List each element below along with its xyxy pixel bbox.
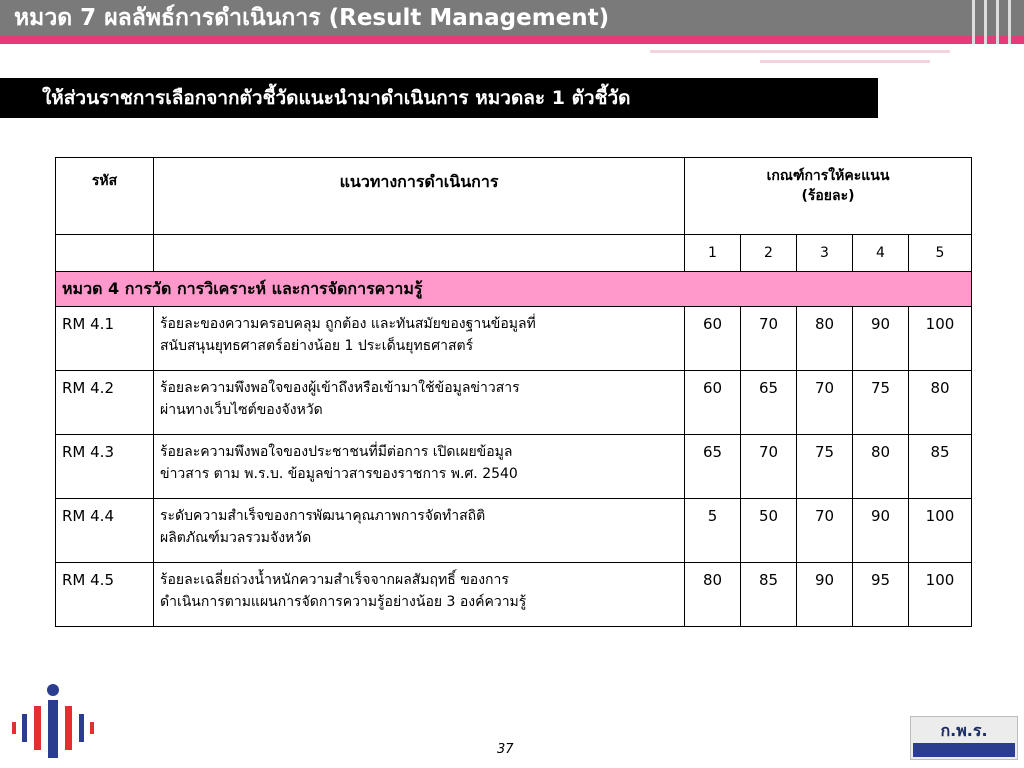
title-decoration <box>964 0 1024 44</box>
decor-strip <box>650 50 950 53</box>
level-3: 3 <box>797 235 853 272</box>
level-2: 2 <box>741 235 797 272</box>
description-line: ผลิตภัณฑ์มวลรวมจังหวัด <box>160 530 312 546</box>
slide-title: หมวด 7 ผลลัพธ์การดำเนินการ (Result Management) <box>14 5 610 31</box>
score: 65 <box>685 435 741 499</box>
score: 70 <box>797 499 853 563</box>
page-number: 37 <box>497 742 514 757</box>
level-row <box>56 235 972 272</box>
description-line: ร้อยละความพึงพอใจของประชาชนที่มีต่อการ เปิดเผยข้อมูล <box>160 444 513 460</box>
instruction-text: ให้ส่วนราชการเลือกจากตัวชี้วัดแนะนำมาดำเนินการ หมวดละ 1 ตัวชี้วัด <box>42 87 631 109</box>
indicator-table <box>55 157 972 627</box>
table-row <box>56 307 972 371</box>
category-row <box>56 272 972 307</box>
indicator-code: RM 4.4 <box>56 499 154 563</box>
indicator-description <box>154 563 685 627</box>
header-criteria <box>685 158 972 235</box>
table-row <box>56 499 972 563</box>
description-line: ร้อยละของความครอบคลุม ถูกต้อง และทันสมัยของฐานข้อมูลที่ <box>160 316 536 332</box>
score: 70 <box>741 307 797 371</box>
header-row <box>56 158 972 235</box>
description-line: ระดับความสำเร็จของการพัฒนาคุณภาพการจัดทำสถิติ <box>160 508 486 524</box>
ocsc-logo-text: ก.พ.ร. <box>940 721 988 740</box>
indicator-description <box>154 435 685 499</box>
level-1: 1 <box>685 235 741 272</box>
score: 80 <box>853 435 909 499</box>
score: 90 <box>853 307 909 371</box>
title-bar <box>0 0 1024 36</box>
score: 100 <box>909 499 972 563</box>
score: 85 <box>909 435 972 499</box>
indicator-code: RM 4.3 <box>56 435 154 499</box>
description-line: ดำเนินการตามแผนการจัดการความรู้อย่างน้อย 3 องค์ความรู้ <box>160 594 527 610</box>
header-criteria-unit: (ร้อยละ) <box>801 188 855 204</box>
score: 85 <box>741 563 797 627</box>
decor-strip <box>760 60 930 63</box>
table-row <box>56 435 972 499</box>
header-criteria-title: เกณฑ์การให้คะแนน <box>766 168 890 184</box>
score: 75 <box>853 371 909 435</box>
instruction-banner <box>0 78 878 118</box>
indicator-description <box>154 307 685 371</box>
indicator-code: RM 4.2 <box>56 371 154 435</box>
score: 70 <box>797 371 853 435</box>
ocsc-logo-bar <box>913 743 1015 757</box>
description-line: สนับสนุนยุทธศาสตร์อย่างน้อย 1 ประเด็นยุทธศาสตร์ <box>160 338 474 354</box>
empty-cell <box>56 235 154 272</box>
title-accent-line <box>0 36 1024 44</box>
level-4: 4 <box>853 235 909 272</box>
score: 65 <box>741 371 797 435</box>
score: 80 <box>797 307 853 371</box>
level-5: 5 <box>909 235 972 272</box>
score: 60 <box>685 371 741 435</box>
score: 50 <box>741 499 797 563</box>
category-label: หมวด 4 การวัด การวิเคราะห์ และการจัดการความรู้ <box>56 272 972 307</box>
indicator-description <box>154 371 685 435</box>
indicator-code: RM 4.1 <box>56 307 154 371</box>
description-line: ร้อยละความพึงพอใจของผู้เข้าถึงหรือเข้ามาใช้ข้อมูลข่าวสาร <box>160 380 520 396</box>
score: 90 <box>797 563 853 627</box>
score: 60 <box>685 307 741 371</box>
indicator-description <box>154 499 685 563</box>
score: 75 <box>797 435 853 499</box>
header-code: รหัส <box>56 158 154 235</box>
description-line: ร้อยละเฉลี่ยถ่วงน้ำหนักความสำเร็จจากผลสัมฤทธิ์ ของการ <box>160 572 509 588</box>
score: 100 <box>909 563 972 627</box>
score: 90 <box>853 499 909 563</box>
header-approach: แนวทางการดำเนินการ <box>154 158 685 235</box>
score: 100 <box>909 307 972 371</box>
score: 80 <box>909 371 972 435</box>
empty-cell <box>154 235 685 272</box>
opdc-logo-icon <box>10 682 96 762</box>
score: 80 <box>685 563 741 627</box>
description-line: ข่าวสาร ตาม พ.ร.บ. ข้อมูลข่าวสารของราชการ พ.ศ. 2540 <box>160 466 518 482</box>
table-row <box>56 563 972 627</box>
score: 5 <box>685 499 741 563</box>
ocsc-logo <box>910 716 1018 760</box>
indicator-code: RM 4.5 <box>56 563 154 627</box>
table-row <box>56 371 972 435</box>
score: 70 <box>741 435 797 499</box>
score: 95 <box>853 563 909 627</box>
description-line: ผ่านทางเว็บไซต์ของจังหวัด <box>160 402 323 418</box>
